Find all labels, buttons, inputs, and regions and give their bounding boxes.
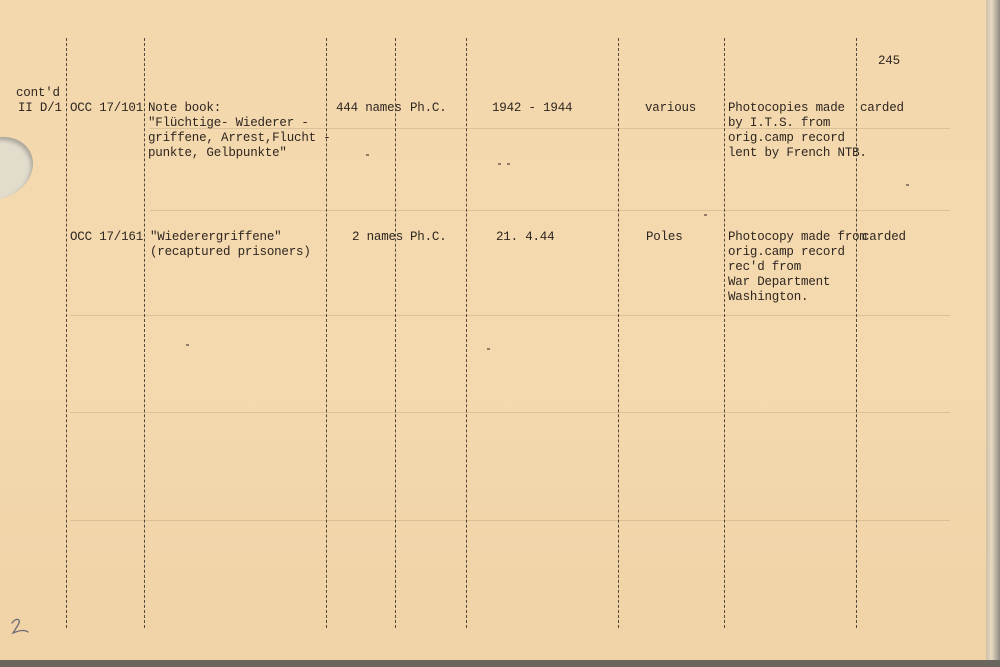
stray-mark	[906, 184, 909, 186]
column-rule	[144, 38, 145, 628]
pencil-mark-icon	[8, 615, 34, 641]
entry-ref: OCC 17/101	[70, 101, 144, 115]
entry-ref: OCC 17/161	[70, 230, 144, 244]
entry-description: "Wiederergriffene" (recaptured prisoners)	[150, 230, 311, 259]
card-edge	[986, 0, 1000, 667]
entry-nationality: various	[645, 101, 697, 115]
column-rule	[466, 38, 467, 628]
punch-hole	[0, 126, 43, 211]
entry-nationality: Poles	[646, 230, 683, 244]
entry-type: Ph.C.	[410, 230, 447, 244]
scan-border	[0, 660, 1000, 667]
column-rule	[618, 38, 619, 628]
stray-mark	[507, 163, 510, 165]
entry-date: 1942 - 1944	[492, 101, 573, 115]
entry-count: 444 names	[336, 101, 402, 115]
stray-mark	[186, 344, 189, 346]
section-contd: cont'd	[16, 86, 60, 100]
show-through-line	[150, 210, 950, 211]
stray-mark	[498, 163, 501, 165]
show-through-line	[70, 315, 950, 316]
show-through-line	[70, 520, 950, 521]
stray-mark	[366, 154, 369, 156]
column-rule	[66, 38, 67, 628]
entry-date: 21. 4.44	[496, 230, 555, 244]
section-code: II D/1	[18, 101, 62, 115]
entry-status: carded	[862, 230, 906, 244]
entry-remarks: Photocopies made by I.T.S. from orig.camp record lent by French NTB.	[728, 101, 867, 160]
column-rule	[724, 38, 725, 628]
column-rule	[395, 38, 396, 628]
page-number: 245	[878, 54, 900, 68]
stray-mark	[704, 214, 707, 216]
entry-remarks: Photocopy made from orig.camp record rec'd from War Department Washington.	[728, 230, 867, 304]
entry-type: Ph.C.	[410, 101, 447, 115]
entry-description: Note book: "Flüchtige- Wiederer - griffene, Arrest,Flucht - punkte, Gelbpunkte"	[148, 101, 331, 160]
show-through-line	[70, 412, 950, 413]
entry-count: 2 names	[352, 230, 404, 244]
stray-mark	[487, 348, 490, 350]
entry-status: carded	[860, 101, 904, 115]
